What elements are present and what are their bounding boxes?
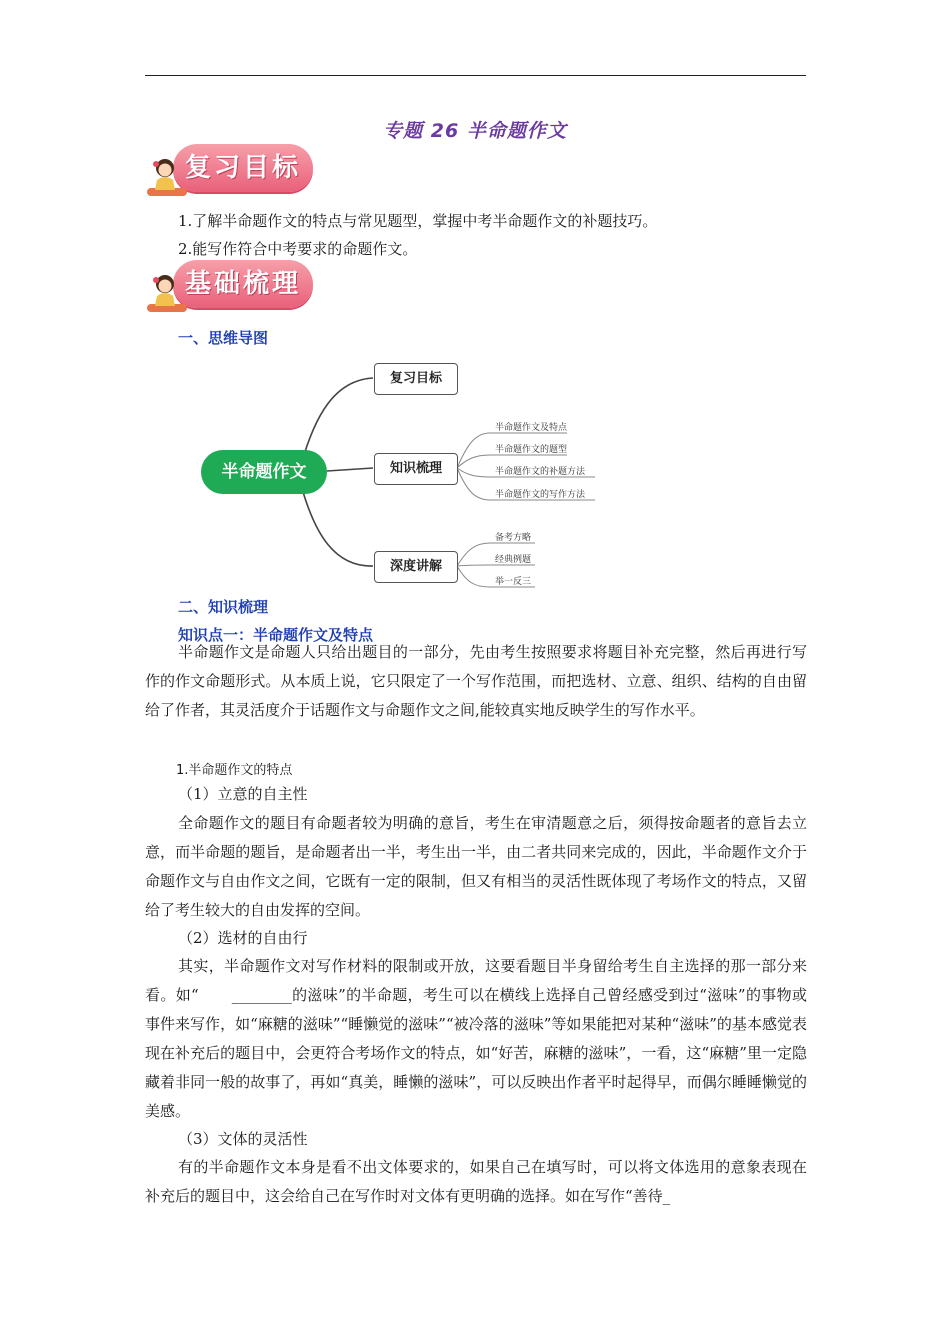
girl-mascot-icon — [145, 270, 189, 316]
badge-label: 复习目标 — [184, 153, 301, 183]
intro-paragraph: 半命题作文是命题人只给出题目的一部分，先由考生按照要求将题目补充完整，然后再进行写作的作文命题形式。从本质上说，它只限定了一个写作范围，而把选材、立意、组织、结构的自由留给了作者，其灵活度介于话题作文与命题作文之间,能较真实地反映学生的写作水平。 — [145, 643, 807, 719]
objective-2: 2.能写作符合中考要求的命题作文。 — [178, 240, 418, 258]
objective-1: 1.了解半命题作文的特点与常见题型，掌握中考半命题作文的补题技巧。 — [178, 212, 658, 230]
feature-2-title: （2）选材的自由行 — [178, 929, 308, 947]
mind-map-leaf: 经典例题 — [495, 555, 532, 565]
mind-map-leaf: 半命题作文的题型 — [495, 445, 568, 455]
feature-1-title: （1）立意的自主性 — [178, 785, 308, 803]
mind-map-branch-deep: 深度讲解 — [374, 551, 458, 583]
feature-3-paragraph: 有的半命题作文本身是看不出文体要求的，如果自己在填写时，可以将文体选用的意象表现在补充后的题目中，这会给自己在写作时对文体有更明确的选择。如在写作“善待_ — [145, 1158, 807, 1205]
basics-badge — [145, 256, 315, 316]
mind-map-branch-knowledge: 知识梳理 — [374, 453, 458, 485]
mind-map-leaf: 半命题作文的写作方法 — [495, 490, 586, 500]
page-title: 专题 26 半命题作文 — [383, 120, 567, 142]
blank-underline: ________ — [231, 986, 292, 1004]
girl-mascot-icon — [145, 154, 189, 200]
knowledge-point-heading: 知识点一：半命题作文及特点 — [178, 626, 374, 644]
mind-map-leaf: 半命题作文的补题方法 — [495, 467, 586, 477]
section-heading-mindmap: 一、思维导图 — [178, 329, 269, 347]
section-heading-knowledge: 二、知识梳理 — [178, 598, 269, 616]
mind-map-branch-review: 复习目标 — [374, 363, 458, 395]
feature-2-paragraph — [145, 952, 807, 1126]
feature-1-paragraph: 全命题作文的题目有命题者较为明确的意旨，考生在审清题意之后，须得按命题者的意旨去立意，而半命题的题旨，是命题者出一半，考生出一半，由二者共同来完成的，因此，半命题作文介于命题作文与自由作文之间，它既有一定的限制，但又有相当的灵活性既体现了考场作文的特点，又留给了考生较大的自由发挥的空间。 — [145, 814, 807, 919]
feature-2-text-b: 的滋味”的半命题，考生可以在横线上选择自己曾经感受到过“滋味”的事物或事件来写作，如“麻糖的滋味”“睡懒觉的滋味”“被冷落的滋味”等如果能把对某种“滋味”的基本感觉表现在补充后的题目中，会更符合考场作文的特点，如“好苦，麻糖的滋味”，一看，这“麻糖”里一定隐藏着非同一般的故事了，再如“真美，睡懒的滋味”，可以反映出作者平时起得早，而偶尔睡睡懒觉的美感。 — [145, 986, 808, 1120]
badge-pill — [173, 260, 313, 308]
badge-pill — [173, 144, 313, 192]
mind-map-leaf: 备考方略 — [495, 533, 532, 543]
feature-3-title: （3）文体的灵活性 — [178, 1130, 308, 1148]
mind-map-root: 半命题作文 — [201, 450, 327, 494]
badge-label: 基础梳理 — [184, 269, 301, 299]
review-goals-badge — [145, 140, 315, 200]
header-rule — [145, 75, 806, 76]
feature-2-text-a: 其实，半命题作文对写作材料的限制或开放，这要看题目半身留给考生自主选择的那一部分来看。如“ — [145, 957, 807, 1004]
mind-map-leaf: 举一反三 — [495, 577, 532, 587]
features-heading: 1.半命题作文的特点 — [176, 763, 293, 778]
mind-map — [195, 355, 615, 595]
mind-map-leaf: 半命题作文及特点 — [495, 423, 568, 433]
